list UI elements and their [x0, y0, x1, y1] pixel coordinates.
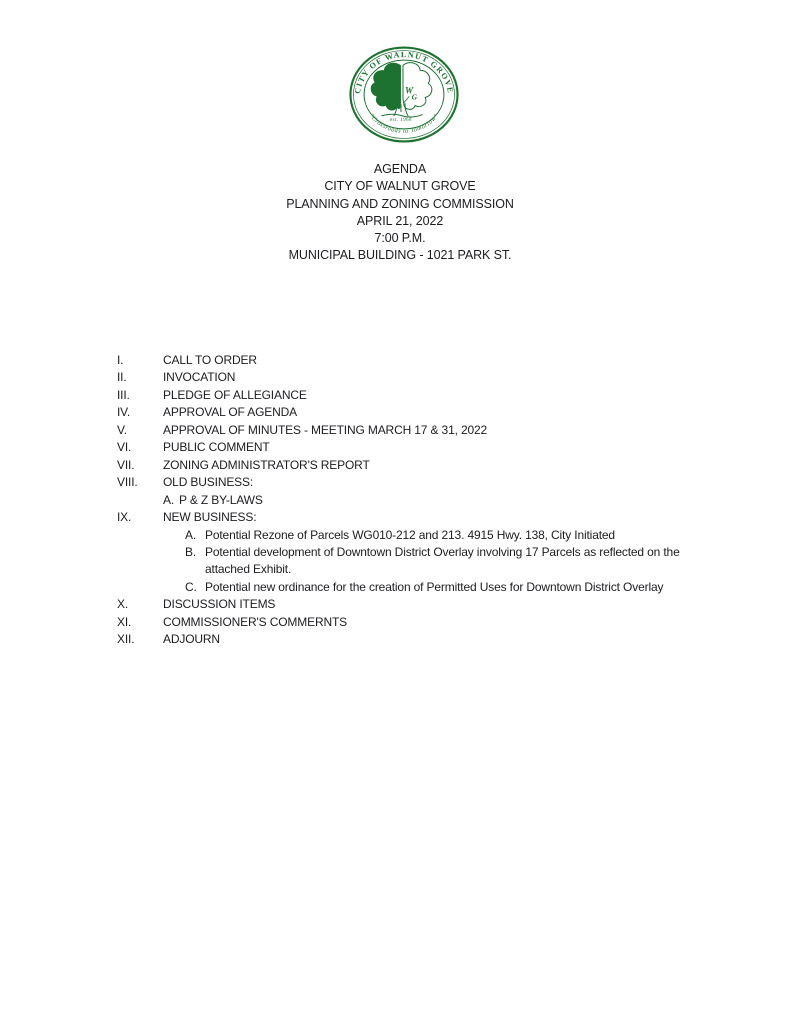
- agenda-item: [117, 439, 737, 456]
- agenda-item: [117, 509, 737, 526]
- agenda-item-numeral: X.: [117, 597, 129, 612]
- agenda-item: [117, 422, 737, 439]
- agenda-item-numeral: I.: [117, 353, 124, 367]
- document-header: [3, 161, 794, 265]
- meeting-date: APRIL 21, 2022: [356, 213, 444, 228]
- agenda-item-text: PUBLIC COMMENT: [163, 440, 270, 455]
- agenda-subitem-marker: A.: [163, 492, 175, 507]
- agenda-item-text: APPROVAL OF MINUTES - MEETING MARCH 17 & 31, 2022: [163, 422, 488, 437]
- tree-foliage-solid: [371, 63, 401, 111]
- agenda-item-text: ADJOURN: [163, 632, 220, 647]
- agenda-item: [117, 369, 737, 386]
- city-seal-graphic: [348, 46, 460, 143]
- tree-branch: [404, 97, 409, 103]
- agenda-item-text: APPROVAL OF AGENDA: [163, 405, 298, 420]
- agenda-item-text: CALL TO ORDER: [163, 353, 257, 367]
- agenda-item-numeral: XI.: [117, 614, 132, 629]
- agenda-subitem-marker: B.: [185, 544, 197, 559]
- agenda-item: [117, 474, 737, 491]
- agenda-item-numeral: V.: [117, 422, 127, 437]
- meeting-time: 7:00 P.M.: [374, 231, 426, 246]
- agenda-subitem: [117, 492, 737, 509]
- agenda-item-text: PLEDGE OF ALLEGIANCE: [163, 387, 307, 402]
- seal-motto-text: "Crossroads to Tomorrow": [368, 112, 440, 135]
- document-title: AGENDA: [373, 162, 427, 176]
- agenda-item-text: OLD BUSINESS:: [163, 475, 254, 490]
- agenda-item: [117, 352, 737, 369]
- agenda-item: [117, 404, 737, 421]
- agenda-item-text: NEW BUSINESS:: [163, 510, 257, 525]
- agenda-item-numeral: VII.: [117, 457, 135, 472]
- agenda-item: [117, 614, 737, 631]
- agenda-item: [117, 596, 737, 613]
- agenda-subitem-marker: A.: [185, 527, 197, 542]
- agenda-subitem-text: Potential Rezone of Parcels WG010-212 and 213. 4915 Hwy. 138, City Initiated: [205, 527, 615, 542]
- agenda-subitem: [117, 544, 737, 579]
- agenda-item-text: COMMISSIONER'S COMMERNTS: [163, 614, 348, 629]
- agenda-item-numeral: III.: [117, 387, 130, 402]
- agenda-item-numeral: VI.: [117, 440, 132, 455]
- agenda-item-text: INVOCATION: [163, 370, 236, 385]
- org-name: CITY OF WALNUT GROVE: [324, 179, 476, 194]
- agenda-subitem: [117, 527, 737, 544]
- agenda-list: [117, 352, 737, 649]
- agenda-item-numeral: IX.: [117, 510, 132, 525]
- city-seal: [348, 46, 460, 143]
- agenda-item-text: ZONING ADMINISTRATOR'S REPORT: [163, 457, 370, 472]
- agenda-item-numeral: II.: [117, 370, 127, 385]
- agenda-item: [117, 387, 737, 404]
- agenda-item: [117, 457, 737, 474]
- seal-established-text: est. 1968: [390, 116, 412, 123]
- agenda-subitem-text: Potential development of Downtown District Overlay involving 17 Parcels as reflected on the attached Exhibit.: [205, 544, 680, 577]
- agenda-item-numeral: XII.: [117, 632, 135, 647]
- seal-top-text: CITY OF WALNUT GROVE: [352, 50, 456, 95]
- agenda-subitem-text: Potential new ordinance for the creation of Permitted Uses for Downtown District Overlay: [205, 579, 664, 594]
- agenda-subitem-text: P & Z BY-LAWS: [179, 492, 263, 507]
- agenda-item-numeral: VIII.: [117, 475, 138, 490]
- agenda-item-numeral: IV.: [117, 405, 131, 420]
- meeting-location: MUNICIPAL BUILDING - 1021 PARK ST.: [288, 248, 512, 263]
- agenda-subitem-marker: C.: [185, 579, 197, 594]
- agenda-item-text: DISCUSSION ITEMS: [163, 597, 276, 612]
- agenda-item: [117, 631, 737, 648]
- seal-monogram: W G: [405, 85, 418, 102]
- commission-name: PLANNING AND ZONING COMMISSION: [286, 196, 514, 211]
- agenda-subitem: [117, 579, 737, 596]
